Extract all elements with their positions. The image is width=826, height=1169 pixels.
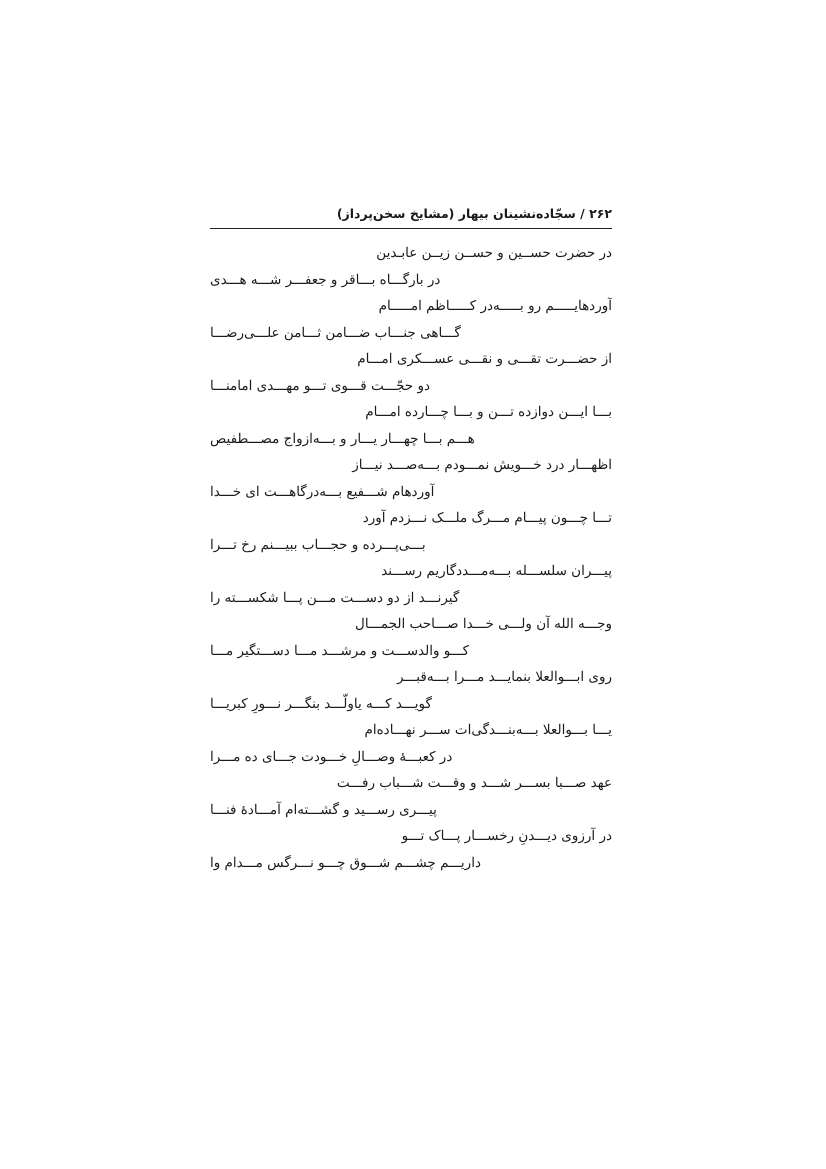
verse-first-hemistich: اظهـــار درد خـــویش نمـــودم بـــه‌صـــد نیـــاز — [352, 457, 612, 473]
verse-second-hemistich: در کعبـــۀ وصـــالِ خـــودت جـــای ده مـــرا — [210, 748, 453, 765]
verse-first-hemistich: عهد صـــبا بســـر شـــد و وقـــت شـــباب رفـــت — [336, 775, 612, 791]
running-head — [210, 205, 612, 223]
header-rule — [210, 228, 612, 229]
book-page — [210, 205, 612, 876]
verse-first-hemistich: در حضرت حســین و حســن زیــن عابـدین — [376, 245, 612, 261]
verse-second-hemistich: داریـــم چشـــم شـــوق چـــو نـــرگس مـــدام وا — [210, 854, 481, 871]
page-number: ۲۶۲ — [589, 206, 612, 221]
verse-second-hemistich: دو حجّـــت قـــوی تـــو مهـــدی امامنـــا — [210, 377, 430, 394]
verse-first-hemistich: روی ابـــوالعلا بنمایـــد مـــرا بـــه‌قبـــر — [396, 669, 612, 685]
verse-first-hemistich: بـــا ایـــن دوازده تـــن و بـــا چـــارده امـــام — [365, 404, 612, 420]
verse-second-hemistich: پیـــری رســـید و گشـــته‌ام آمـــادۀ فنـــا — [210, 801, 437, 818]
verse-first-hemistich: آوردهایـــــم رو بـــــه‌در کـــــاظم امـــــام — [378, 298, 612, 314]
verse-second-hemistich: بـــی‌پـــرده و حجـــاب ببیـــنم رخ تـــرا — [210, 536, 426, 553]
verse-second-hemistich: آوردهام شـــفیع بـــه‌درگاهـــت ای خـــدا — [210, 483, 435, 500]
book-title: سجّاده‌نشینان بیهار (مشایخ سخن‌پرداز) — [336, 206, 576, 221]
verse-first-hemistich: یـــا بـــوالعلا بـــه‌بنـــدگی‌ات ســـر نهـــاده‌ام — [364, 722, 612, 738]
verse-second-hemistich: گـــاهی جنـــاب ضـــامن ثـــامن علـــی‌رضـــا — [210, 324, 461, 341]
verse-second-hemistich: هـــم بـــا چهـــار یـــار و بـــه‌ازواج مصـــطفیص — [210, 430, 475, 447]
verse-second-hemistich: کـــو والدســـت و مرشـــد مـــا دســـتگیر مـــا — [210, 642, 470, 659]
verse-first-hemistich: از حضـــرت تقـــی و نقـــی عســـکری امـــام — [357, 351, 612, 367]
poem — [210, 240, 612, 876]
verse-first-hemistich: تـــا چـــون پیـــام مـــرگ ملـــک نـــزدم آورد — [362, 510, 612, 526]
verse-second-hemistich: در بارگـــاه بـــاقر و جعفـــر شـــه هـــدی — [210, 271, 441, 288]
verse-second-hemistich: گویـــد کـــه یاولّـــد بنگـــر نـــورِ کبریـــا — [210, 695, 432, 712]
verse-second-hemistich: گیرنـــد از دو دســـت مـــن پـــا شکســـته را — [210, 589, 460, 606]
verse-first-hemistich: در آرزوی دیـــدنِ رخســـار پـــاک تـــو — [401, 828, 612, 844]
header-separator: / — [580, 206, 585, 221]
verse-first-hemistich: پیـــران سلســـله بـــه‌مـــددگاریم رســـند — [381, 563, 612, 579]
verse-first-hemistich: وجـــه الله آن ولـــی خـــدا صـــاحب الجمـــال — [355, 616, 612, 632]
